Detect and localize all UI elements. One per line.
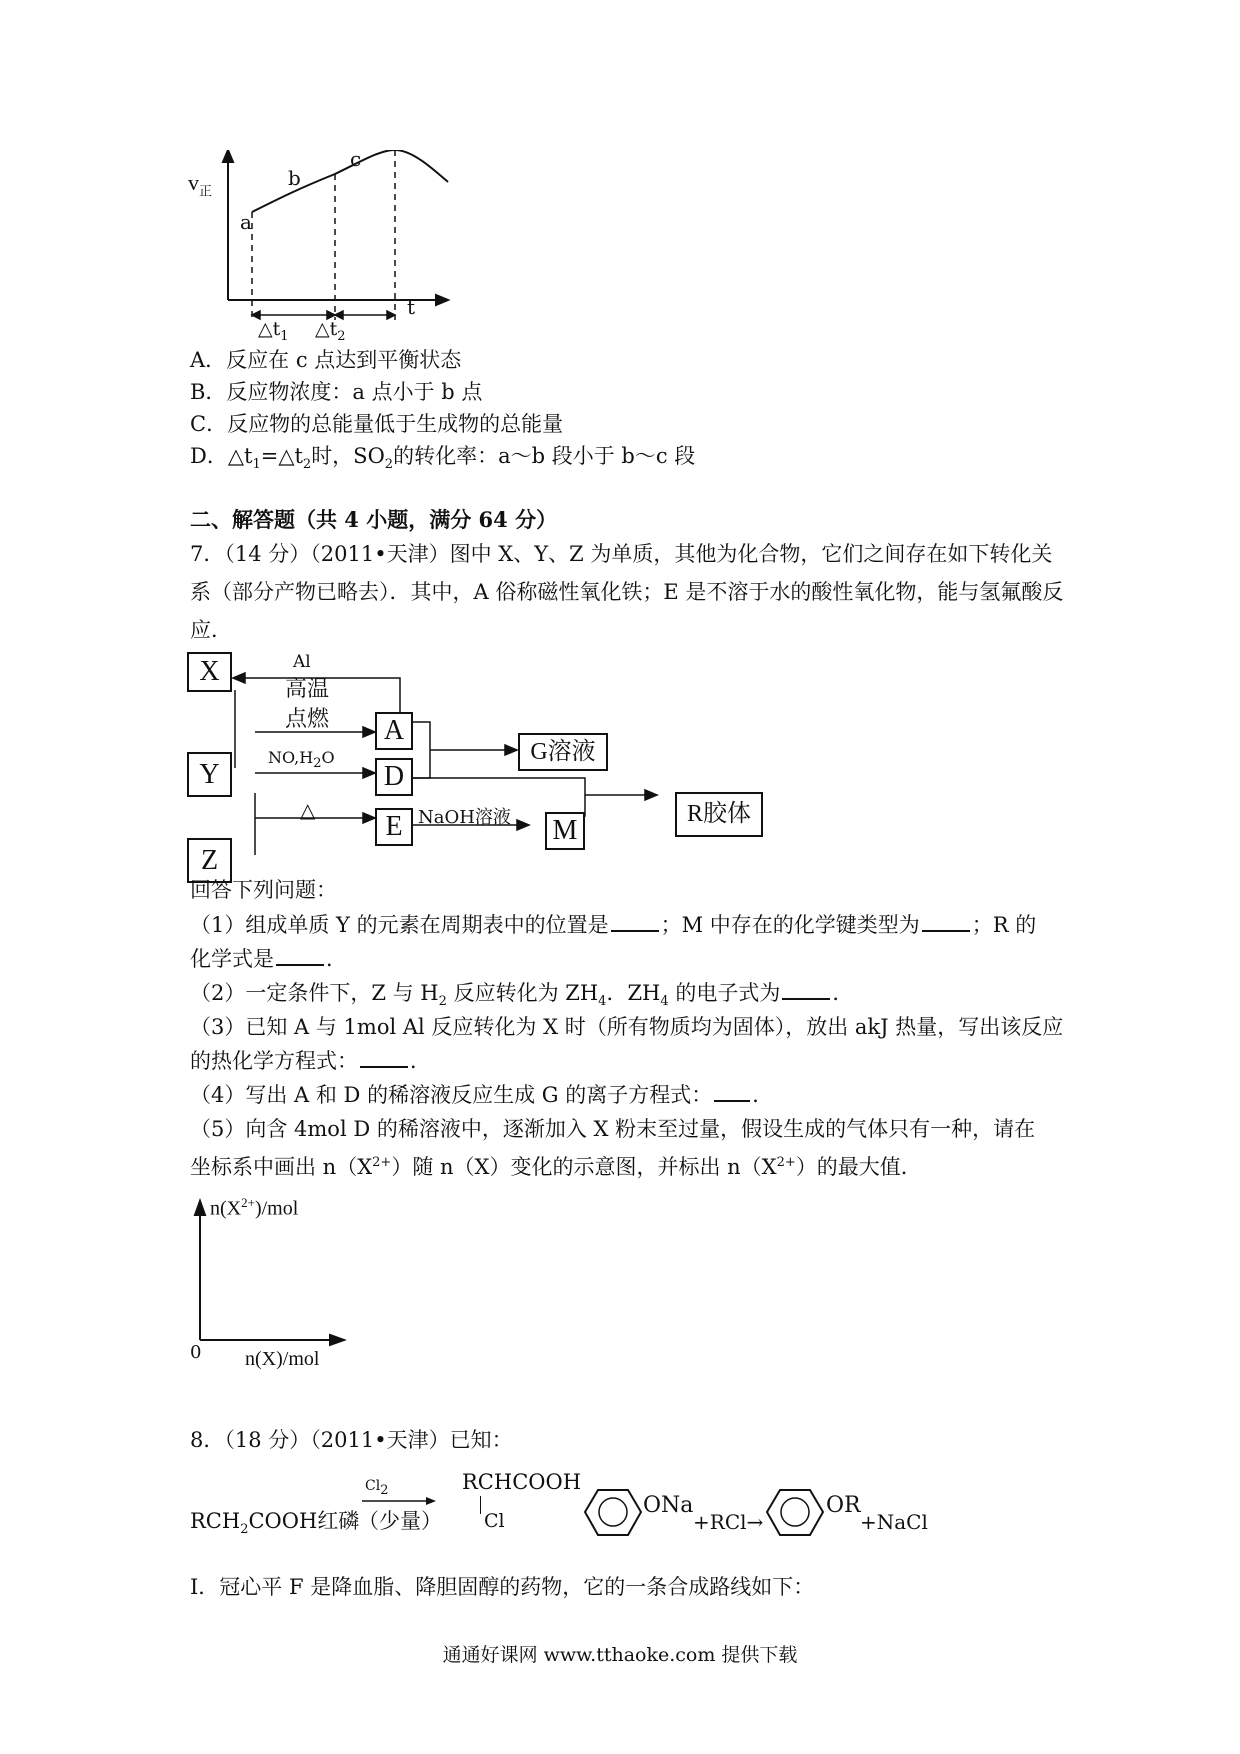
axis-x-label: n(X)/mol <box>245 1348 320 1370</box>
q7-part1-cont: 化学式是 ． <box>190 947 347 971</box>
label-gaowen: 高温 <box>285 677 330 702</box>
point-c: c <box>350 147 362 171</box>
or: OR <box>826 1493 861 1518</box>
option-d: D．$\triangle t_1=\triangle t_2$时，$SO_2$的转化率：a～b 段小于 b～c 段 <box>190 444 696 473</box>
node-x: X <box>187 652 232 692</box>
label-al: Al <box>293 652 311 672</box>
graph-xlabel: t <box>407 295 416 319</box>
section-title: 二、解答题（共 4 小题，满分 64 分） <box>190 507 558 532</box>
label-naoh: NaOH溶液 <box>418 807 511 828</box>
q7-part3: （3）已知 A 与 1mol Al 反应转化为 X 时（所有物质均为固体），放出 akJ 热量，写出该反应 <box>190 1015 1064 1039</box>
node-d: D <box>375 758 413 796</box>
node-m: M <box>545 812 585 850</box>
interval-1: $\triangle t_1$ <box>258 318 289 344</box>
axis-origin: 0 <box>190 1342 202 1363</box>
q7-part1: （1）组成单质 Y 的元素在周期表中的位置是 ；M 中存在的化学键类型为 ；R 的 <box>190 913 1037 937</box>
q7-part2: （2）一定条件下，Z 与 $H_2$ 反应转化为 $ZH_4$．$ZH_4$ 的电子式为 ． <box>190 981 854 1010</box>
product1-cl: Cl <box>484 1510 505 1532</box>
node-y: Y <box>187 752 232 797</box>
label-no-h2o: $NO,H_2O$ <box>268 748 335 772</box>
footer: 通通好课网 www.tthaoke.com 提供下载 <box>442 1644 798 1666</box>
plus-rcl: +RCl→ <box>693 1510 764 1534</box>
q7-part4: （4）写出 A 和 D 的稀溶液反应生成 G 的离子方程式： ． <box>190 1083 774 1107</box>
label-dianran: 点燃 <box>285 707 330 732</box>
product1-bond <box>480 1496 481 1514</box>
node-e: E <box>375 808 413 846</box>
answer-prompt: 回答下列问题： <box>190 878 337 902</box>
q7-part5: （5）向含 4mol D 的稀溶液中，逐渐加入 X 粉末至过量，假设生成的气体只有一种，请在 <box>190 1117 1036 1141</box>
node-a: A <box>375 712 413 750</box>
graph-ylabel: $v_正$ <box>188 170 213 199</box>
axis-y-label: $n(X^{2+})$/mol <box>210 1195 299 1220</box>
q7-part3-cont: 的热化学方程式： ． <box>190 1049 431 1073</box>
benzene-ring-1 <box>583 1485 643 1540</box>
q7-part5-cont: 坐标系中画出 $n(X^{2+})$随 n（X）变化的示意图，并标出 $n(X^{2+})$的最大值． <box>190 1155 922 1179</box>
option-c: C．反应物的总能量低于生成物的总能量 <box>190 412 564 436</box>
reaction-condition: （少量） <box>358 1509 442 1533</box>
point-b: b <box>288 166 301 190</box>
q7-intro: 7．（14 分）（2011•天津）图中 X、Y、Z 为单质，其他为化合物，它们之间存在如下转化关系（部分产物已略去）．其中，A 俗称磁性氧化铁；E 是不溶于水的酸性氧化物，能与氢氟酸反应． <box>190 542 1064 642</box>
option-a: A．反应在 c 点达到平衡状态 <box>190 348 462 372</box>
plus-nacl: +NaCl <box>860 1510 928 1534</box>
q8-intro: 8．（18 分）（2011•天津）已知： <box>190 1428 513 1452</box>
point-a: a <box>240 210 252 234</box>
benzene-ring-2 <box>765 1485 825 1540</box>
ona: ONa <box>643 1493 694 1518</box>
node-r: R胶体 <box>675 792 763 837</box>
q8-part1: I．冠心平 F 是降血脂、降胆固醇的药物，它的一条合成路线如下： <box>190 1575 815 1599</box>
q8-reaction1: $RCH_2COOH$红磷 <box>190 1509 360 1538</box>
node-g: G溶液 <box>518 733 608 771</box>
cl2-label: $Cl_2$ <box>365 1478 389 1498</box>
option-b: B．反应物浓度：a 点小于 b 点 <box>190 380 483 404</box>
label-heat: △ <box>300 798 316 822</box>
conversion-diagram <box>185 650 775 900</box>
node-z: Z <box>187 838 232 883</box>
product1: RCHCOOH <box>462 1470 582 1494</box>
interval-2: $\triangle t_2$ <box>315 318 346 344</box>
